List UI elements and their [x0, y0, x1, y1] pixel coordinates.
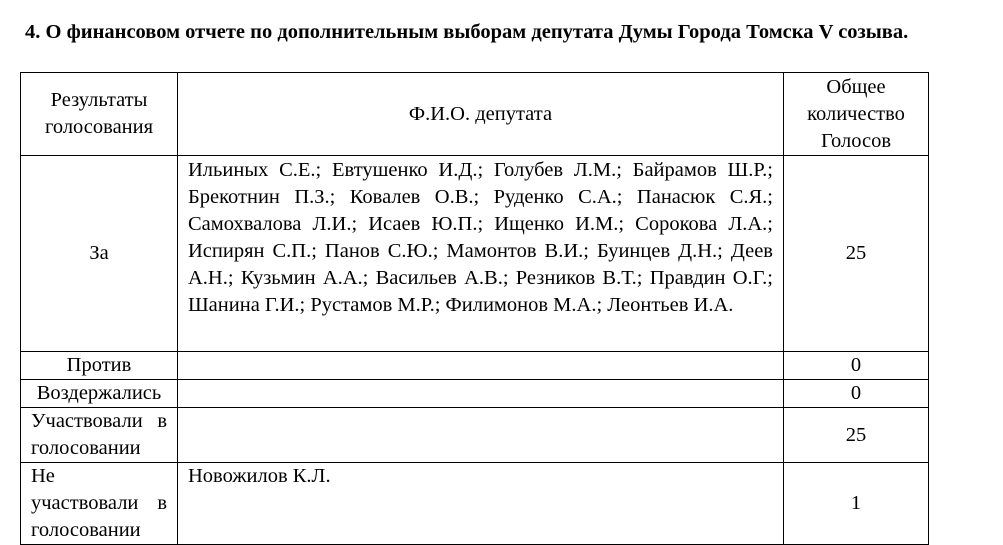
count-cell: 0: [784, 352, 929, 380]
table-row-protiv: [21, 352, 929, 380]
result-cell: Участвовали в голосовании: [21, 408, 178, 463]
header-results: Результаты голосования: [21, 73, 178, 156]
document-heading: 4. О финансовом отчете по дополнительным выборам депутата Думы Города Томска V созыва.: [25, 21, 909, 43]
header-fio: Ф.И.О. депутата: [178, 73, 784, 156]
table-row-vozderzhalis: [21, 380, 929, 408]
result-cell: Против: [21, 352, 178, 380]
result-cell: Воздержались: [21, 380, 178, 408]
count-cell: 25: [784, 408, 929, 463]
result-cell: За: [21, 156, 178, 352]
count-cell: 0: [784, 380, 929, 408]
deputies-cell: Новожилов К.Л.: [178, 463, 784, 545]
deputies-cell: Ильиных С.Е.; Евтушенко И.Д.; Голубев Л.М.; Байрамов Ш.Р.; Брекотнин П.З.; Ковалев О.В.; Руденко С.А.; Панасюк С.Я.; Самохвалова Л.И.; Исаев Ю.П.; Ищенко И.М.; Сорокова Л.А.; Испирян С.П.; Панов С.Ю.; Мамонтов В.И.; Буинцев Д.Н.; Деев А.Н.; Кузьмин А.А.; Васильев А.В.; Резников В.Т.; Правдин О.Г.; Шанина Г.И.; Рустамов М.Р.; Филимонов М.А.; Леонтьев И.А.: [178, 156, 784, 352]
table-header-row: [21, 73, 929, 156]
count-cell: 1: [784, 463, 929, 545]
voting-results-table: [20, 72, 929, 545]
table-row-uchastvovali: [21, 408, 929, 463]
deputies-cell: [178, 380, 784, 408]
table-row-ne-uchastvovali: [21, 463, 929, 545]
deputies-cell: [178, 408, 784, 463]
count-cell: 25: [784, 156, 929, 352]
deputies-cell: [178, 352, 784, 380]
result-cell: Не участвовали в голосовании: [21, 463, 178, 545]
table-row-za: [21, 156, 929, 352]
header-total: Общее количество Голосов: [784, 73, 929, 156]
